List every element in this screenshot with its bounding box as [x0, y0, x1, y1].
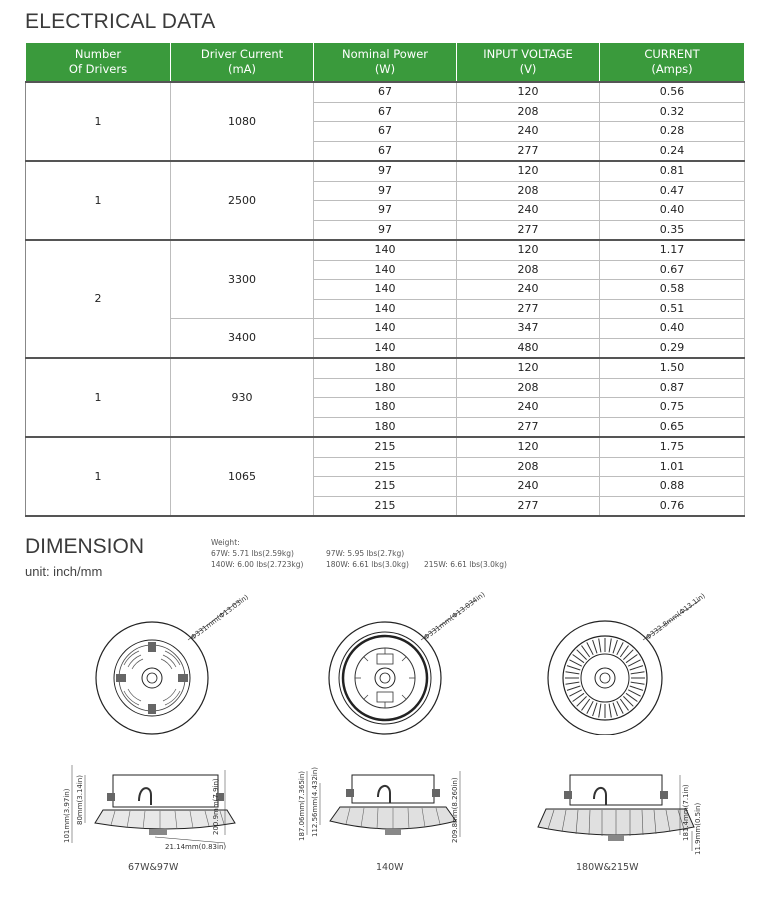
- cell-nominal-power: 67: [314, 102, 457, 122]
- cell-current: 0.47: [600, 181, 745, 201]
- cell-input-voltage: 120: [457, 437, 600, 457]
- weight-row-1: [211, 548, 507, 559]
- cell-current: 0.81: [600, 161, 745, 181]
- cell-current: 0.51: [600, 299, 745, 319]
- cell-driver-current: 930: [171, 358, 314, 437]
- cell-current: 0.24: [600, 141, 745, 161]
- header-driver-current: Driver Current (mA): [171, 43, 314, 83]
- table-row: [26, 82, 745, 102]
- side-dim-outer-3: 181.4mm(7.1in): [682, 784, 690, 841]
- side-dim-bottom-1: 21.14mm(0.83in): [165, 843, 227, 851]
- cell-nominal-power: 140: [314, 299, 457, 319]
- cell-nominal-power: 215: [314, 457, 457, 477]
- weight-label: Weight:: [211, 538, 240, 547]
- cell-nominal-power: 97: [314, 181, 457, 201]
- cell-driver-current: 2500: [171, 161, 314, 240]
- cell-input-voltage: 240: [457, 280, 600, 300]
- cell-current: 0.32: [600, 102, 745, 122]
- electrical-data-title: ELECTRICAL DATA: [25, 10, 216, 33]
- weight-97w: 97W: 5.95 lbs(2.7kg): [326, 549, 405, 558]
- cell-nominal-power: 140: [314, 319, 457, 339]
- cell-current: 0.28: [600, 122, 745, 142]
- cell-input-voltage: 120: [457, 161, 600, 181]
- cell-input-voltage: 277: [457, 417, 600, 437]
- cell-input-voltage: 240: [457, 477, 600, 497]
- cell-input-voltage: 277: [457, 220, 600, 240]
- cell-current: 1.50: [600, 358, 745, 378]
- cell-input-voltage: 347: [457, 319, 600, 339]
- cell-current: 1.75: [600, 437, 745, 457]
- cell-current: 0.40: [600, 201, 745, 221]
- cell-input-voltage: 120: [457, 240, 600, 260]
- table-row: [26, 437, 745, 457]
- side-view-67w-97w: [55, 755, 255, 855]
- weight-info: [211, 537, 507, 570]
- cell-input-voltage: 277: [457, 496, 600, 516]
- cell-nominal-power: 97: [314, 161, 457, 181]
- cell-current: 0.87: [600, 378, 745, 398]
- caption-140w: 140W: [376, 862, 404, 873]
- cell-current: 1.17: [600, 240, 745, 260]
- cell-driver-current: 3400: [171, 319, 314, 359]
- electrical-table-body: [26, 82, 745, 516]
- top-view-180w-215w: [545, 590, 735, 735]
- dimension-unit: unit: inch/mm: [25, 564, 103, 579]
- cell-input-voltage: 208: [457, 260, 600, 280]
- diameter-label-3: Φ332.8mm(Φ13.1in): [644, 591, 707, 642]
- cell-current: 0.75: [600, 398, 745, 418]
- cell-input-voltage: 208: [457, 378, 600, 398]
- table-row: [26, 240, 745, 260]
- cell-current: 0.40: [600, 319, 745, 339]
- side-dim-outer-1: 101mm(3.97in): [63, 788, 71, 843]
- cell-number-of-drivers: 1: [26, 161, 171, 240]
- electrical-data-table: [25, 42, 745, 517]
- side-view-180w-215w: [530, 755, 730, 855]
- cell-nominal-power: 97: [314, 201, 457, 221]
- cell-current: 0.29: [600, 338, 745, 358]
- cell-input-voltage: 277: [457, 141, 600, 161]
- diameter-label-2: Φ331mm(Φ13.034in): [422, 590, 487, 642]
- cell-input-voltage: 240: [457, 201, 600, 221]
- table-row: [26, 161, 745, 181]
- side-view-140w: [290, 755, 480, 855]
- top-view-140w: [325, 590, 505, 735]
- side-dim-inner-2: 112.56mm(4.432in): [311, 766, 319, 837]
- table-header-row: [26, 43, 745, 83]
- side-dim-right-1: 200.9mm(7.9in): [212, 778, 220, 835]
- top-view-67w-97w: [90, 590, 270, 735]
- cell-nominal-power: 215: [314, 477, 457, 497]
- weight-180w: 180W: 6.61 lbs(3.0kg): [326, 560, 409, 569]
- cell-nominal-power: 140: [314, 260, 457, 280]
- cell-nominal-power: 215: [314, 496, 457, 516]
- table-row: [26, 358, 745, 378]
- cell-input-voltage: 277: [457, 299, 600, 319]
- cell-nominal-power: 97: [314, 220, 457, 240]
- cell-current: 0.65: [600, 417, 745, 437]
- caption-180w-215w: 180W&215W: [576, 862, 639, 873]
- cell-nominal-power: 140: [314, 280, 457, 300]
- cell-current: 0.56: [600, 82, 745, 102]
- cell-input-voltage: 240: [457, 122, 600, 142]
- side-dim-inner-3: 11.9mm(0.5in): [694, 802, 702, 855]
- cell-nominal-power: 180: [314, 417, 457, 437]
- cell-input-voltage: 208: [457, 181, 600, 201]
- side-dim-inner-1: 80mm(3.14in): [76, 775, 84, 825]
- header-number-of-drivers: Number Of Drivers: [26, 43, 171, 83]
- cell-current: 1.01: [600, 457, 745, 477]
- caption-67w-97w: 67W&97W: [128, 862, 179, 873]
- cell-current: 0.88: [600, 477, 745, 497]
- cell-nominal-power: 215: [314, 437, 457, 457]
- cell-nominal-power: 180: [314, 398, 457, 418]
- weight-row-2: [211, 559, 507, 570]
- cell-input-voltage: 120: [457, 358, 600, 378]
- cell-driver-current: 1080: [171, 82, 314, 161]
- cell-number-of-drivers: 1: [26, 82, 171, 161]
- cell-driver-current: 3300: [171, 240, 314, 319]
- cell-nominal-power: 67: [314, 141, 457, 161]
- cell-number-of-drivers: 2: [26, 240, 171, 358]
- header-current: CURRENT (Amps): [600, 43, 745, 83]
- cell-driver-current: 1065: [171, 437, 314, 516]
- side-dim-outer-2: 187.06mm(7.365in): [298, 770, 306, 841]
- cell-nominal-power: 140: [314, 338, 457, 358]
- cell-input-voltage: 480: [457, 338, 600, 358]
- header-input-voltage: INPUT VOLTAGE (V): [457, 43, 600, 83]
- weight-140w: 140W: 6.00 lbs(2.723kg): [211, 560, 304, 569]
- cell-nominal-power: 67: [314, 82, 457, 102]
- cell-nominal-power: 180: [314, 378, 457, 398]
- weight-67w: 67W: 5.71 lbs(2.59kg): [211, 549, 294, 558]
- cell-current: 0.67: [600, 260, 745, 280]
- cell-input-voltage: 208: [457, 102, 600, 122]
- cell-input-voltage: 240: [457, 398, 600, 418]
- weight-215w: 215W: 6.61 lbs(3.0kg): [424, 560, 507, 569]
- cell-input-voltage: 120: [457, 82, 600, 102]
- cell-current: 0.76: [600, 496, 745, 516]
- cell-nominal-power: 67: [314, 122, 457, 142]
- cell-nominal-power: 180: [314, 358, 457, 378]
- dimension-title: DIMENSION: [25, 535, 145, 558]
- cell-current: 0.58: [600, 280, 745, 300]
- cell-nominal-power: 140: [314, 240, 457, 260]
- header-nominal-power: Nominal Power (W): [314, 43, 457, 83]
- diameter-label-1: Φ331mm(Φ13.03in): [189, 593, 251, 642]
- cell-current: 0.35: [600, 220, 745, 240]
- cell-number-of-drivers: 1: [26, 437, 171, 516]
- side-dim-right-2: 209.8mm(8.260in): [451, 777, 459, 843]
- cell-number-of-drivers: 1: [26, 358, 171, 437]
- cell-input-voltage: 208: [457, 457, 600, 477]
